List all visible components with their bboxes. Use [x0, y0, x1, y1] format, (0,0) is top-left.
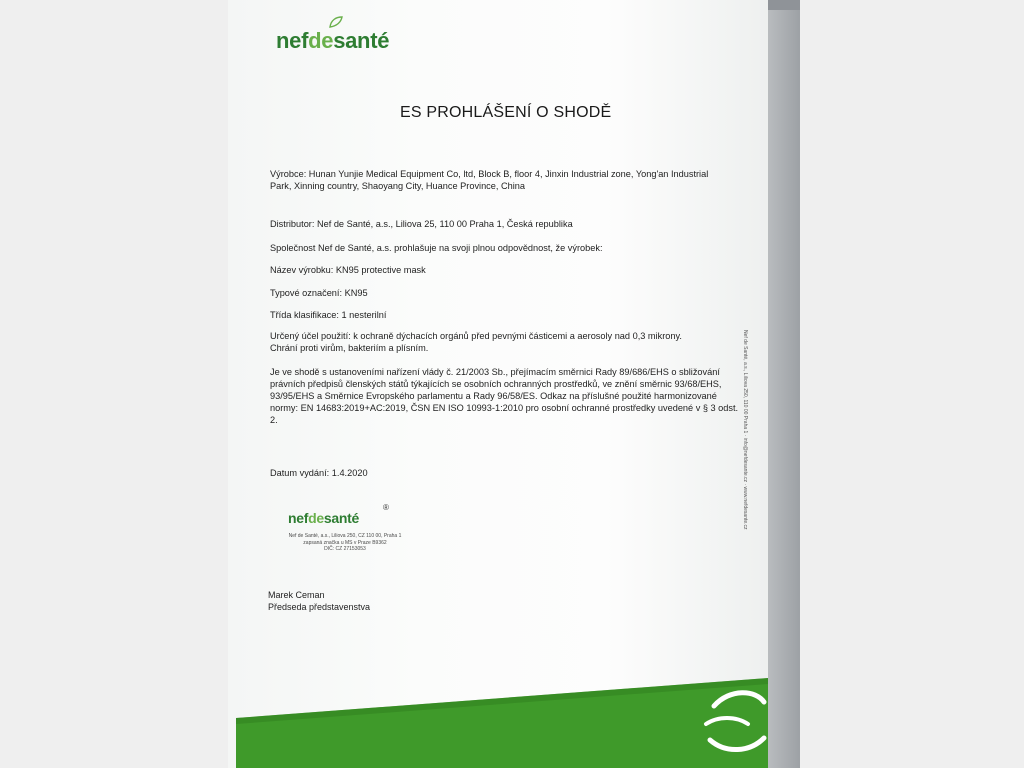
footer-green-band	[236, 676, 768, 768]
document-page	[228, 0, 768, 768]
stamp-logo: nefdesanté	[288, 510, 359, 526]
background-left	[0, 0, 228, 768]
monitor-bezel	[768, 0, 800, 768]
declaration-text: Společnost Nef de Santé, a.s. prohlašuje na svoji plnou odpovědnost, že výrobek:	[270, 243, 603, 253]
type-text: Typové označení: KN95	[270, 288, 368, 298]
signatory-name: Marek Ceman	[268, 590, 325, 600]
company-logo: nefdesanté	[276, 28, 390, 53]
stamp-line: DIČ: CZ 27153053	[324, 546, 366, 552]
stamp-line: zapsaná značka u MS v Praze B9362	[303, 539, 387, 546]
purpose-text: Určený účel použití: k ochraně dýchacích orgánů před pevnými částicemi a aerosoly nad 0,3 mikrony. Chrání proti virům, bakteriím a plísním.	[270, 331, 682, 353]
manufacturer-text: Výrobce: Hunan Yunjie Medical Equipment Co, ltd, Block B, floor 4, Jinxin Industrial zone, Yong'an Industrial Park, Xinning country, Shaoyang City, Huance Province, China	[270, 169, 709, 191]
background-right	[800, 0, 1024, 768]
signatory-role: Předseda představenstva	[268, 602, 371, 612]
monitor-bezel-top	[768, 0, 800, 10]
registered-mark: ®	[383, 503, 389, 512]
side-contact-text: Nef de Santé, a.s., Liliova 250, 110 00 Praha 1 · info@nefdesante.cz · www.nefdesante.cz	[742, 330, 748, 530]
leaf-icon	[329, 16, 343, 28]
compliance-text: Je ve shodě s ustanoveními nařízení vlády č. 21/2003 Sb., přejímacím směrnici Rady 89/686/EHS o sbližování právních předpisů členských států týkajících se osobních ochranných prostředků, ve znění směrnic 93/68/EHS, 93/95/EHS a Směrnice Evropského parlamentu a Rady 96/58/ES. Odkaz na příslušné použité harmonizované normy: EN 14683:2019+AC:2019, ČSN EN ISO 10993-1:2010 pro osobní ochranné prostředky uvedené v § 3 odst. 2.	[270, 367, 739, 425]
product-name-text: Název výrobku: KN95 protective mask	[270, 265, 426, 275]
distributor-text: Distributor: Nef de Santé, a.s., Liliova 25, 110 00 Praha 1, Česká republika	[270, 219, 573, 229]
issue-date: Datum vydání: 1.4.2020	[270, 468, 368, 478]
document-title: ES PROHLÁŠENÍ O SHODĚ	[400, 104, 612, 121]
company-stamp	[260, 533, 430, 553]
class-text: Třída klasifikace: 1 nesterilní	[270, 310, 387, 320]
stamp-line: Nef de Santé, a.s., Liliova 250, CZ 110 00, Praha 1	[288, 533, 402, 539]
